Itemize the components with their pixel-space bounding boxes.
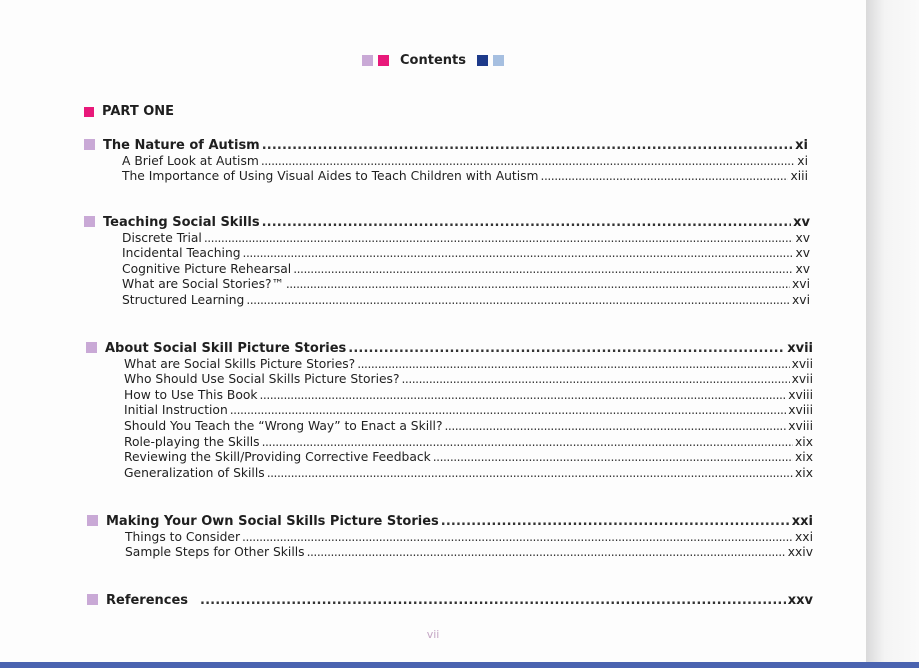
toc-entry[interactable] xyxy=(84,261,810,277)
toc-entry[interactable] xyxy=(86,387,813,403)
dot-leader xyxy=(441,514,790,529)
toc-entry-label: Role-playing the Skills xyxy=(124,434,260,449)
toc-page-number: xv xyxy=(793,215,810,230)
toc-entry[interactable] xyxy=(84,230,810,246)
toc-page-number: xvii xyxy=(787,341,813,356)
dot-leader xyxy=(402,372,790,387)
toc-entry-label: Incidental Teaching xyxy=(122,246,241,261)
toc-page-number: xv xyxy=(795,261,810,276)
dot-leader xyxy=(262,138,793,153)
scan-bottom-edge xyxy=(0,662,919,668)
toc-section xyxy=(84,135,808,184)
lavender-square-icon xyxy=(362,55,373,66)
lavender-square-icon xyxy=(84,139,95,150)
toc-entry[interactable] xyxy=(84,292,810,308)
toc-page-number: xviii xyxy=(788,387,813,402)
toc-entry-label: References xyxy=(106,593,189,608)
lavender-square-icon xyxy=(87,515,98,526)
dot-leader xyxy=(242,530,793,545)
pink-square-icon xyxy=(84,107,94,117)
toc-page-number: xviii xyxy=(788,418,813,433)
toc-section-heading[interactable] xyxy=(87,511,813,529)
toc-section xyxy=(84,212,810,308)
toc-entry-label: Making Your Own Social Skills Picture Stories xyxy=(106,514,439,529)
toc-entry[interactable] xyxy=(86,434,813,450)
part-label: PART ONE xyxy=(102,104,175,119)
pink-square-icon xyxy=(378,55,389,66)
lavender-square-icon xyxy=(84,216,95,227)
toc-entry[interactable] xyxy=(84,246,810,262)
toc-page-number: xix xyxy=(795,450,813,465)
toc-page-number: xv xyxy=(795,230,810,245)
toc-entry-label: How to Use This Book xyxy=(124,387,258,402)
toc-entry-label: Structured Learning xyxy=(122,292,245,307)
dot-leader xyxy=(246,293,790,308)
dot-leader xyxy=(286,277,790,292)
toc-entry[interactable] xyxy=(84,277,810,293)
toc-entry[interactable] xyxy=(86,450,813,466)
dot-leader xyxy=(262,215,792,230)
toc-entry-label: Discrete Trial xyxy=(122,230,202,245)
toc-page-number: xv xyxy=(795,246,810,261)
toc-entry-label: Things to Consider xyxy=(125,529,241,544)
toc-entry-label: About Social Skill Picture Stories xyxy=(105,341,347,356)
toc-entry-label: A Brief Look at Autism xyxy=(122,153,259,168)
dot-leader xyxy=(541,169,789,184)
toc-section xyxy=(87,511,813,560)
toc-page-number: xvii xyxy=(791,356,813,371)
toc-entry-label: The Importance of Using Visual Aides to Teach Children with Autism xyxy=(122,169,539,184)
toc-entry[interactable] xyxy=(86,356,813,372)
contents-header xyxy=(0,53,866,68)
page-gutter xyxy=(866,0,919,668)
toc-page-number: xix xyxy=(795,434,813,449)
toc-page-number: xvi xyxy=(792,292,810,307)
toc-entry-label: Should You Teach the “Wrong Way” to Enact a Skill? xyxy=(124,418,443,433)
dot-leader xyxy=(357,357,789,372)
lavender-square-icon xyxy=(86,342,97,353)
toc-section-heading[interactable] xyxy=(86,338,813,356)
dot-leader xyxy=(307,545,786,560)
toc-entry[interactable] xyxy=(87,545,813,561)
toc-entry[interactable] xyxy=(86,465,813,481)
toc-entry[interactable] xyxy=(86,403,813,419)
dot-leader xyxy=(293,262,793,277)
toc-entry-label: Reviewing the Skill/Providing Corrective Feedback xyxy=(124,450,431,465)
toc-page-number: xviii xyxy=(788,403,813,418)
part-heading xyxy=(84,104,174,119)
toc-entry-label: What are Social Skills Picture Stories? xyxy=(124,356,356,371)
toc-page-number: xxv xyxy=(787,593,813,608)
dot-leader xyxy=(262,435,793,450)
dot-leader xyxy=(261,154,795,169)
page-number-footer: vii xyxy=(426,628,440,641)
toc-entry-label: The Nature of Autism xyxy=(103,138,260,153)
toc-section xyxy=(86,338,813,481)
toc-entry[interactable] xyxy=(84,153,808,169)
toc-page-number: xi xyxy=(795,138,808,153)
toc-page-number: xxiv xyxy=(787,545,813,560)
toc-page-number: xi xyxy=(797,153,808,168)
lightblue-square-icon xyxy=(493,55,504,66)
page-title: Contents xyxy=(400,53,466,68)
dot-leader xyxy=(267,466,793,481)
toc-entry[interactable] xyxy=(86,372,813,388)
toc-page-number: xxi xyxy=(795,529,813,544)
toc-entry[interactable] xyxy=(84,169,808,185)
dot-leader xyxy=(204,231,794,246)
dot-leader xyxy=(243,246,794,261)
toc-entry[interactable] xyxy=(87,529,813,545)
toc-entry-label: Teaching Social Skills xyxy=(103,215,260,230)
navy-square-icon xyxy=(477,55,488,66)
toc-entry-label: Generalization of Skills xyxy=(124,465,265,480)
toc-section xyxy=(87,590,813,608)
dot-leader xyxy=(433,450,793,465)
toc-page-number: xvi xyxy=(792,277,810,292)
dot-leader xyxy=(230,403,786,418)
toc-entry-label: Initial Instruction xyxy=(124,403,228,418)
toc-section-heading[interactable] xyxy=(84,212,810,230)
toc-page-number: xix xyxy=(795,465,813,480)
toc-entry-label: Sample Steps for Other Skills xyxy=(125,545,305,560)
toc-entry-label: What are Social Stories?™ xyxy=(122,277,284,292)
toc-page-number: xiii xyxy=(790,169,808,184)
toc-section-heading[interactable] xyxy=(87,590,813,608)
toc-entry-label: Cognitive Picture Rehearsal xyxy=(122,261,292,276)
dot-leader xyxy=(444,419,786,434)
lavender-square-icon xyxy=(87,594,98,605)
toc-page-number: xxi xyxy=(791,514,813,529)
dot-leader xyxy=(260,388,787,403)
toc-page-number: xvii xyxy=(791,372,813,387)
dot-leader xyxy=(200,593,786,608)
dot-leader xyxy=(348,341,785,356)
toc-entry-label: Who Should Use Social Skills Picture Stories? xyxy=(124,372,400,387)
toc-entry[interactable] xyxy=(86,418,813,434)
toc-section-heading[interactable] xyxy=(84,135,808,153)
